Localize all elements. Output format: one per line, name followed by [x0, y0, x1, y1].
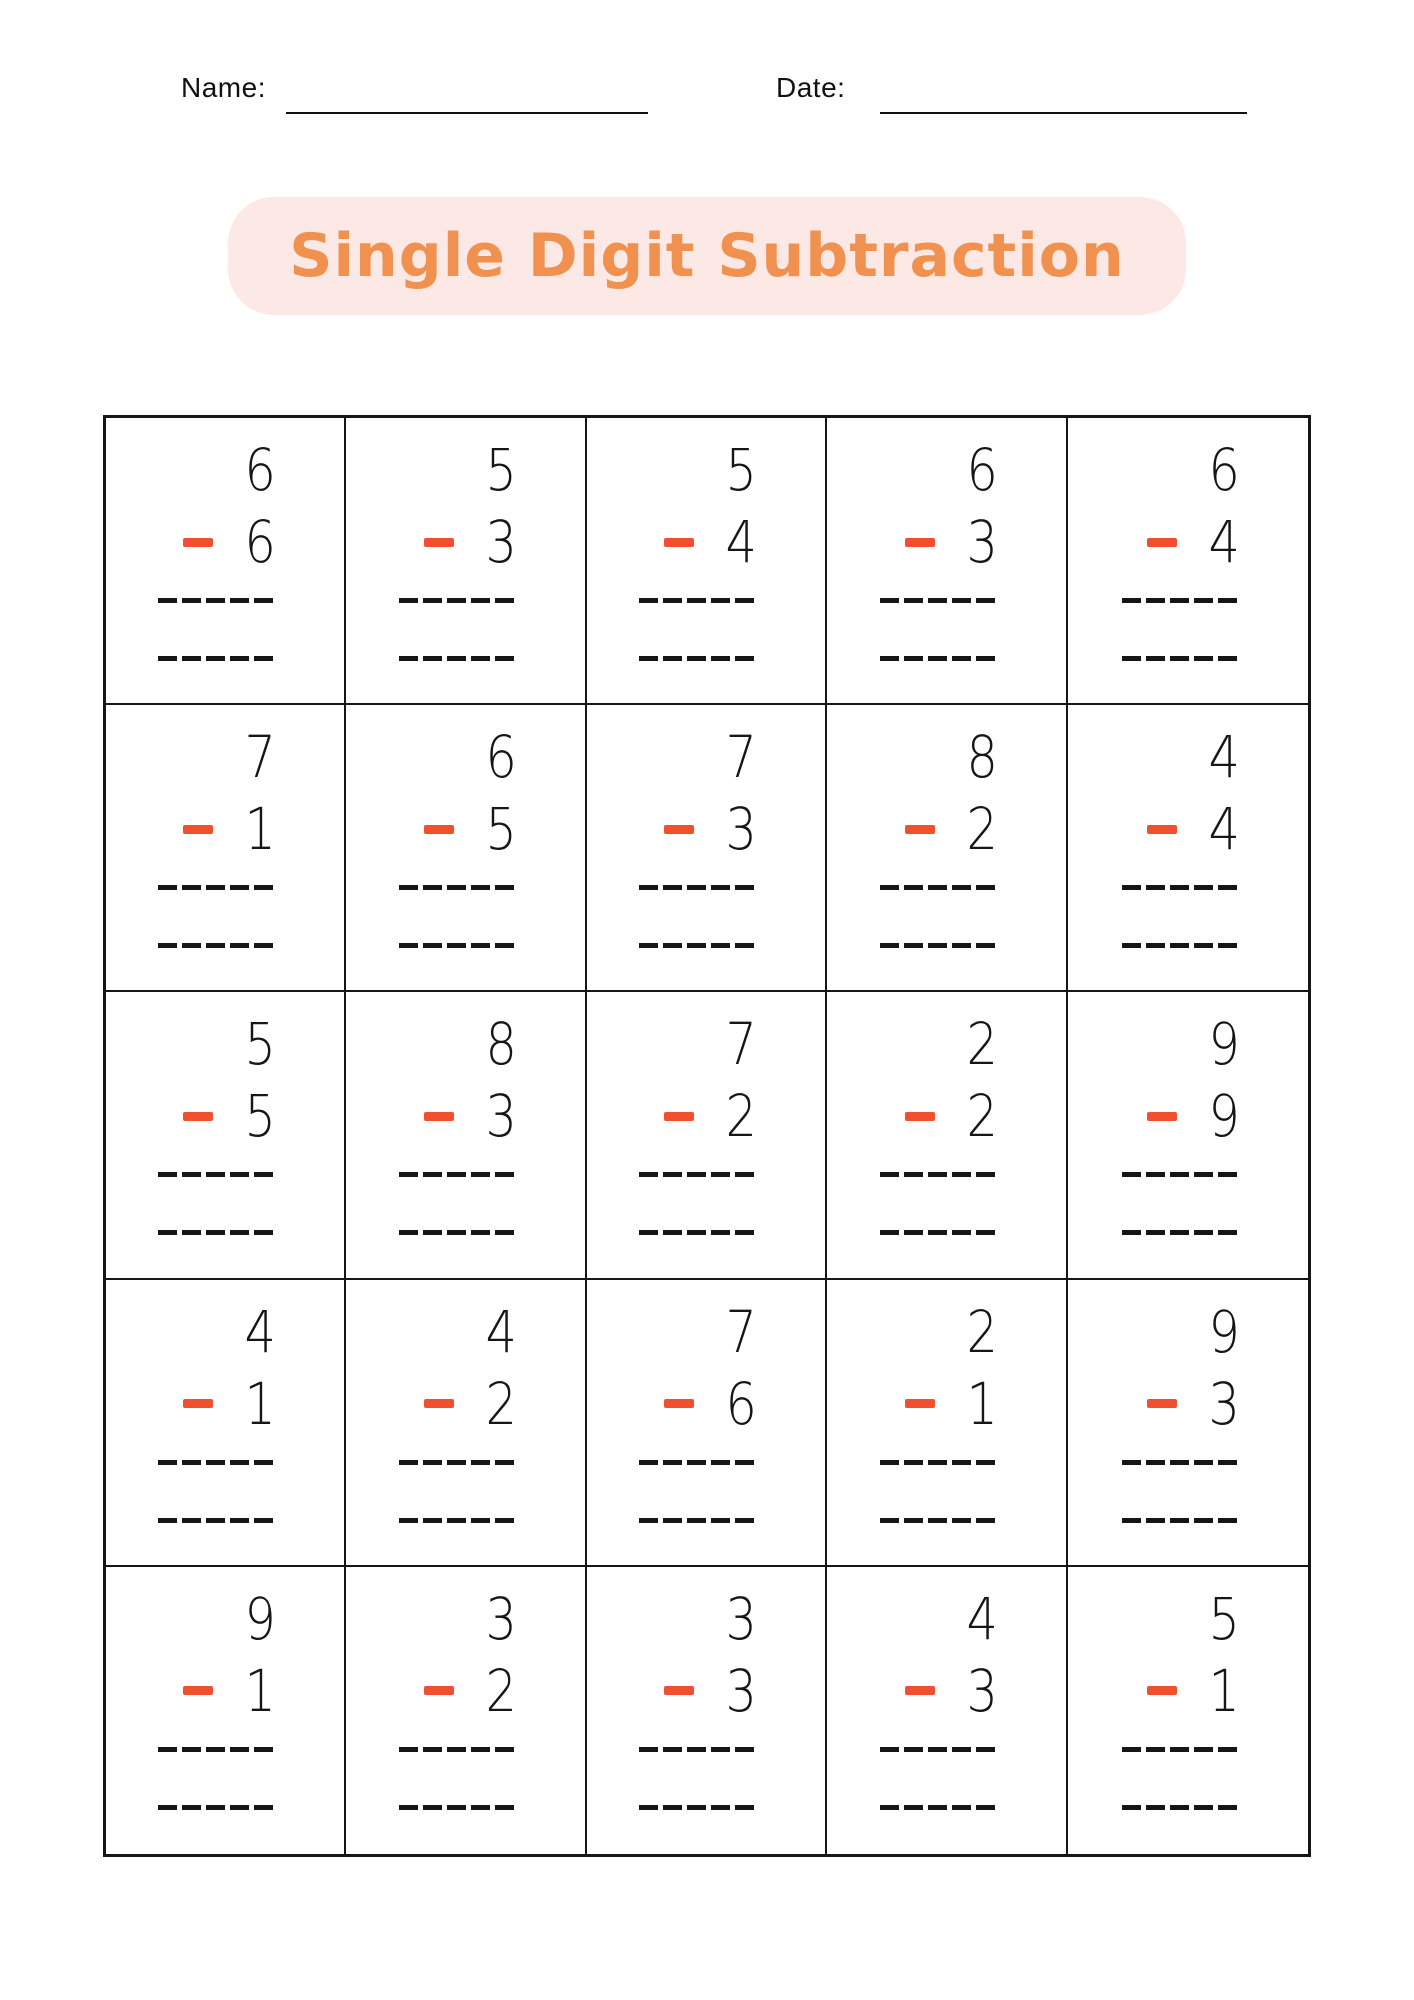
problem-cell-r4c4	[827, 1280, 1067, 1567]
minus-icon	[905, 825, 935, 834]
minuend: 7	[725, 1010, 758, 1079]
subtraction-row	[424, 1080, 517, 1152]
subtrahend: 1	[245, 1369, 277, 1438]
answer-line[interactable]	[1122, 1172, 1240, 1177]
minus-icon	[183, 1686, 213, 1695]
answer-line[interactable]	[399, 1518, 517, 1523]
answer-line[interactable]	[399, 1805, 517, 1810]
problem-cell-r5c5	[1068, 1567, 1308, 1854]
minuend: 2	[966, 1010, 998, 1079]
subtrahend: 3	[485, 508, 517, 576]
answer-line[interactable]	[880, 656, 998, 661]
problem-cell-r1c1	[106, 418, 346, 705]
subtrahend: 2	[485, 1369, 517, 1438]
subtraction-row	[905, 506, 998, 578]
subtraction-row	[1147, 1080, 1240, 1152]
answer-line[interactable]	[639, 943, 757, 948]
answer-line[interactable]	[399, 885, 517, 890]
name-label: Name:	[181, 72, 266, 103]
subtrahend: 4	[725, 508, 758, 576]
answer-line[interactable]	[399, 1172, 517, 1177]
subtraction-row	[1147, 1368, 1240, 1440]
answer-line[interactable]	[639, 1172, 757, 1177]
problem-cell-r2c2	[346, 705, 586, 992]
minus-icon	[1147, 1112, 1177, 1121]
answer-line[interactable]	[880, 885, 998, 890]
minus-icon	[424, 538, 454, 547]
answer-line[interactable]	[399, 1230, 517, 1235]
minuend: 3	[485, 1584, 517, 1653]
answer-line[interactable]	[399, 1460, 517, 1465]
subtrahend: 5	[485, 795, 517, 864]
subtraction-row	[1147, 793, 1240, 865]
minus-icon	[664, 1399, 694, 1408]
minuend: 4	[245, 1297, 277, 1366]
answer-line[interactable]	[399, 656, 517, 661]
answer-line[interactable]	[639, 1230, 757, 1235]
minuend: 6	[245, 436, 277, 504]
minuend: 5	[725, 436, 758, 504]
subtraction-row	[905, 1368, 998, 1440]
answer-line[interactable]	[1122, 656, 1240, 661]
answer-line[interactable]	[639, 1747, 757, 1752]
minus-icon	[183, 825, 213, 834]
minus-icon	[1147, 1686, 1177, 1695]
answer-line[interactable]	[158, 885, 276, 890]
subtrahend: 3	[966, 508, 998, 576]
answer-line[interactable]	[158, 1518, 276, 1523]
minus-icon	[1147, 1399, 1177, 1408]
answer-line[interactable]	[158, 1747, 276, 1752]
minus-icon	[424, 1112, 454, 1121]
minuend: 6	[1208, 436, 1240, 504]
title-banner	[228, 197, 1186, 315]
minus-icon	[905, 538, 935, 547]
subtraction-row	[1147, 1655, 1240, 1727]
minuend: 8	[966, 723, 998, 792]
subtraction-row	[664, 1368, 757, 1440]
subtrahend: 3	[1208, 1369, 1240, 1438]
subtrahend: 2	[485, 1656, 517, 1725]
subtraction-row	[905, 1080, 998, 1152]
subtrahend: 4	[1208, 508, 1240, 576]
problem-cell-r3c3	[587, 992, 827, 1279]
subtraction-row	[905, 1655, 998, 1727]
minuend: 5	[485, 436, 517, 504]
answer-line[interactable]	[880, 598, 998, 603]
minuend: 9	[1208, 1010, 1240, 1079]
problem-cell-r2c5	[1068, 705, 1308, 992]
answer-line[interactable]	[880, 1747, 998, 1752]
problem-cell-r3c2	[346, 992, 586, 1279]
problem-cell-r5c2	[346, 1567, 586, 1854]
minus-icon	[183, 1112, 213, 1121]
answer-line[interactable]	[158, 1460, 276, 1465]
subtraction-row	[183, 1655, 276, 1727]
subtrahend: 3	[725, 795, 758, 864]
answer-line[interactable]	[1122, 943, 1240, 948]
problem-cell-r2c4	[827, 705, 1067, 992]
answer-line[interactable]	[399, 943, 517, 948]
problem-cell-r3c1	[106, 992, 346, 1279]
subtrahend: 9	[1208, 1082, 1240, 1151]
problem-cell-r1c3	[587, 418, 827, 705]
minus-icon	[424, 825, 454, 834]
answer-line[interactable]	[158, 598, 276, 603]
minus-icon	[424, 1399, 454, 1408]
answer-line[interactable]	[399, 598, 517, 603]
minus-icon	[1147, 825, 1177, 834]
answer-line[interactable]	[1122, 1805, 1240, 1810]
problem-cell-r1c4	[827, 418, 1067, 705]
answer-line[interactable]	[639, 1805, 757, 1810]
subtraction-row	[905, 793, 998, 865]
subtraction-row	[664, 1080, 757, 1152]
minus-icon	[664, 825, 694, 834]
answer-line[interactable]	[639, 1518, 757, 1523]
subtraction-row	[183, 793, 276, 865]
answer-line[interactable]	[1122, 885, 1240, 890]
answer-line[interactable]	[158, 1230, 276, 1235]
minuend: 5	[1208, 1584, 1240, 1653]
answer-line[interactable]	[1122, 1460, 1240, 1465]
minus-icon	[905, 1399, 935, 1408]
subtrahend: 2	[725, 1082, 758, 1151]
name-input-line[interactable]	[286, 112, 648, 114]
subtraction-row	[664, 793, 757, 865]
minuend: 6	[966, 436, 998, 504]
answer-line[interactable]	[880, 1518, 998, 1523]
problem-cell-r4c3	[587, 1280, 827, 1567]
problem-cell-r1c2	[346, 418, 586, 705]
minuend: 9	[245, 1584, 277, 1653]
answer-line[interactable]	[639, 598, 757, 603]
subtraction-row	[183, 1368, 276, 1440]
answer-line[interactable]	[158, 1172, 276, 1177]
minuend: 6	[485, 723, 517, 792]
subtraction-row	[664, 506, 757, 578]
page-title: Single Digit Subtraction	[289, 221, 1125, 291]
problem-cell-r4c1	[106, 1280, 346, 1567]
minus-icon	[664, 538, 694, 547]
minuend: 8	[485, 1010, 517, 1079]
minus-icon	[905, 1112, 935, 1121]
answer-line[interactable]	[1122, 598, 1240, 603]
subtrahend: 1	[245, 1656, 277, 1725]
problem-cell-r5c4	[827, 1567, 1067, 1854]
subtrahend: 2	[966, 795, 998, 864]
date-label: Date:	[776, 72, 846, 103]
answer-line[interactable]	[1122, 1230, 1240, 1235]
subtrahend: 3	[725, 1656, 758, 1725]
subtrahend: 6	[245, 508, 277, 576]
answer-line[interactable]	[158, 1805, 276, 1810]
subtrahend: 2	[966, 1082, 998, 1151]
minuend: 7	[725, 723, 758, 792]
subtraction-row	[664, 1655, 757, 1727]
problem-cell-r5c1	[106, 1567, 346, 1854]
minuend: 4	[966, 1584, 998, 1653]
answer-line[interactable]	[880, 1230, 998, 1235]
answer-line[interactable]	[158, 656, 276, 661]
minus-icon	[183, 1399, 213, 1408]
minuend: 7	[245, 723, 277, 792]
answer-line[interactable]	[1122, 1747, 1240, 1752]
problem-cell-r5c3	[587, 1567, 827, 1854]
subtrahend: 1	[1208, 1656, 1240, 1725]
minus-icon	[183, 538, 213, 547]
minuend: 4	[485, 1297, 517, 1366]
minus-icon	[664, 1686, 694, 1695]
subtrahend: 4	[1208, 795, 1240, 864]
minuend: 5	[245, 1010, 277, 1079]
subtraction-row	[424, 1655, 517, 1727]
problem-cell-r1c5	[1068, 418, 1308, 705]
subtraction-row	[424, 506, 517, 578]
subtrahend: 5	[245, 1082, 277, 1151]
subtrahend: 3	[485, 1082, 517, 1151]
answer-line[interactable]	[399, 1747, 517, 1752]
subtraction-row	[424, 1368, 517, 1440]
problem-cell-r3c4	[827, 992, 1067, 1279]
problem-cell-r2c1	[106, 705, 346, 992]
answer-line[interactable]	[880, 1805, 998, 1810]
problem-cell-r4c5	[1068, 1280, 1308, 1567]
problem-cell-r3c5	[1068, 992, 1308, 1279]
minus-icon	[905, 1686, 935, 1695]
subtrahend: 1	[245, 795, 277, 864]
subtraction-row	[424, 793, 517, 865]
subtraction-row	[1147, 506, 1240, 578]
problems-grid	[103, 415, 1311, 1857]
minus-icon	[664, 1112, 694, 1121]
minuend: 3	[725, 1584, 758, 1653]
answer-line[interactable]	[639, 1460, 757, 1465]
subtrahend: 1	[966, 1369, 998, 1438]
subtrahend: 6	[725, 1369, 758, 1438]
answer-line[interactable]	[158, 943, 276, 948]
problem-cell-r2c3	[587, 705, 827, 992]
minus-icon	[1147, 538, 1177, 547]
answer-line[interactable]	[880, 1172, 998, 1177]
date-input-line[interactable]	[880, 112, 1247, 114]
answer-line[interactable]	[639, 885, 757, 890]
subtrahend: 3	[966, 1656, 998, 1725]
minuend: 4	[1208, 723, 1240, 792]
minuend: 2	[966, 1297, 998, 1366]
answer-line[interactable]	[880, 1460, 998, 1465]
answer-line[interactable]	[639, 656, 757, 661]
subtraction-row	[183, 506, 276, 578]
minuend: 9	[1208, 1297, 1240, 1366]
answer-line[interactable]	[880, 943, 998, 948]
minuend: 7	[725, 1297, 758, 1366]
subtraction-row	[183, 1080, 276, 1152]
minus-icon	[424, 1686, 454, 1695]
answer-line[interactable]	[1122, 1518, 1240, 1523]
problem-cell-r4c2	[346, 1280, 586, 1567]
